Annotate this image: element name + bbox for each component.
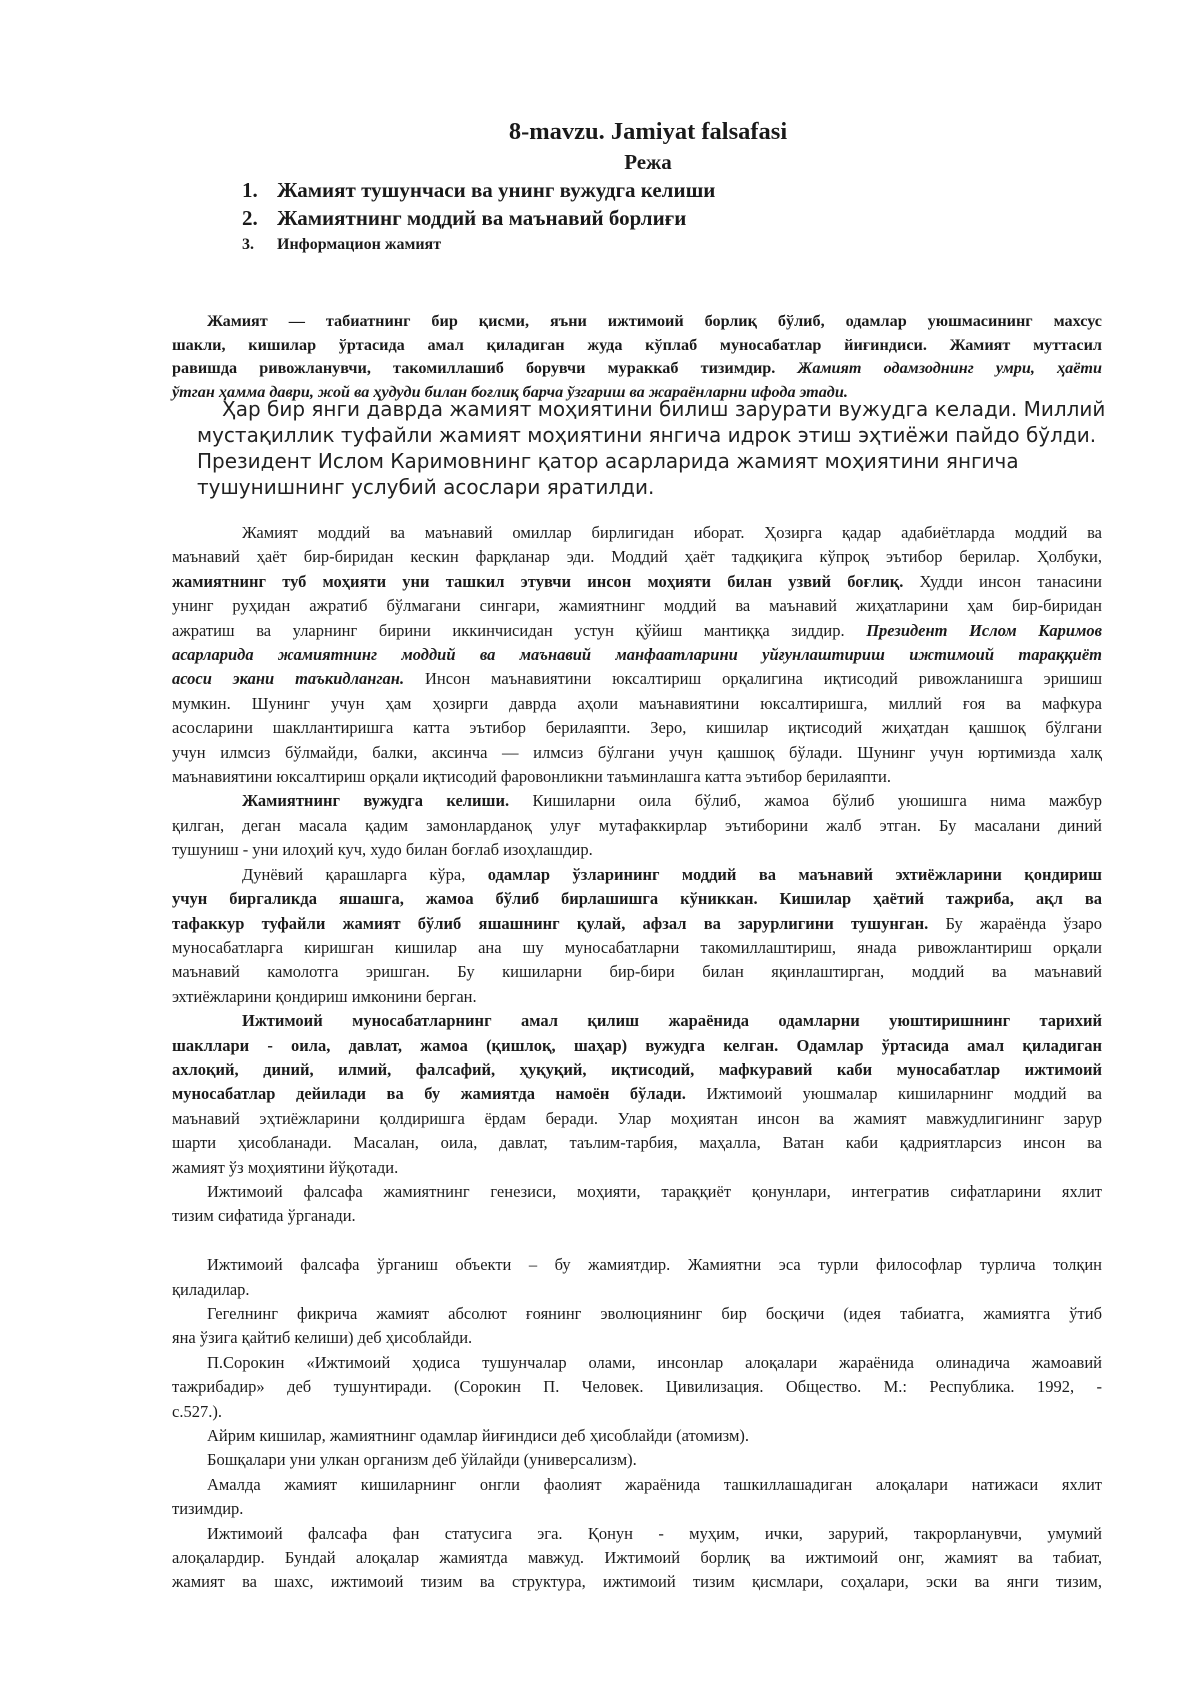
lead-paragraph: Жамият — табиатнинг бир қисми, яъни ижтимоий борлиқ бўлиб, одамлар уюшмасининг махсус шакли, кишилар ўртасида амал қиладиган жуда кўплаб муносабатлар йиғиндиси. Жамият муттасил равишда ривожланувчи, такомиллашиб борувчи мураккаб тизимдир. Жамият одамзоднинг умри, ҳаёти ўтган ҳамма даври, жой ва ҳудуди билан боғлиқ барча ўзгариш ва жараёнларни ифода этади. xyxy=(172,312,1103,401)
plan-item: 3. Информацион жамият xyxy=(242,236,442,253)
plan-item: 2. Жамиятнинг моддий ва маънавий борлиғи xyxy=(242,206,687,230)
highlighted-paragraph: Ҳар бир янги даврда жамият моҳиятини билиш зарурати вужудга келади. Миллий мустақиллик туфайли жамият моҳиятини янгича идрок этиш эҳтиёжи пайдо бўлди. Президент Ислом Каримовнинг қатор асарларида жамият моҳиятини янгича тушунишнинг услубий асослари яратилди. xyxy=(197,397,1106,499)
body-text: Жамият моддий ва маънавий омиллар бирлигидан иборат. Ҳозирга қадар адабиётларда моддий ва маънавий ҳаёт бир-биридан кескин фарқланар эди. Моддий ҳаёт тадқиқига кўпроқ эътибор берилар. Ҳолбуки, жамиятнинг туб моҳияти уни ташкил этувчи инсон моҳияти билан узвий боғлиқ. Худди инсон танасини унинг руҳидан ажратиб бўлмагани сингари, жамиятнинг моддий ва маънавий жиҳатларини ҳам бир-биридан ажратиш ва уларнинг бирини иккинчисидан устун қўйиш мантиққа зиддир. Президент Ислом Каримов асарларида жамиятнинг моддий ва маънавий манфаатларини уйғунлаштириш ижтимоий тараққиёт асоси экани таъкидланган. Инсон маънавиятини юксалтириш орқалигина иқтисодий ривожланишга эришиш мумкин. Шунинг учун ҳам ҳозирги даврда аҳоли маънавиятини юксалтиришга, миллий ғоя ва мафкура асосларини шакллантиришга катта эътибор берилаяпти. Зеро, кишилар иқтисодий жиҳатдан қашшоқ бўлгани учун илмсиз бўлмайди, балки, аксинча — илмсиз бўлгани учун қашшоқ бўлади. Шунинг учун юртимизда халқ маънавиятини юксалтириш орқали иқтисодий фаровонликни таъминлашга катта эътибор берилаяпти. Жамиятнинг вужудга келиши. Кишиларни оила бўлиб, жамоа бўлиб уюшишга нима мажбур қилган, деган масала қадим замонларданоқ улуғ мутафаккирлар эътиборини жалб этган. Бу масалани диний тушуниш - уни илоҳий куч, худо билан боғлаб изоҳлашдир. Дунёвий қарашларга кўра, одамлар ўзларининг моддий ва маънавий эхтиёжларини қондириш учун биргаликда яшашга, жамоа бўлиб бирлашишга кўниккан. Кишилар ҳаётий тажриба, ақл ва тафаккур туфайли жамият бўлиб яшашнинг қулай, афзал ва зарурлигини тушунган. Бу жараёнда ўзаро муносабатларга киришган кишилар ана шу муносабатларни такомиллаштириш, янада ривожлантириш орқали маънавий камолотга эришган. Бу кишиларни бир-бири билан яқинлаштирган, моддий ва маънавий эхтиёжларини қондириш имконини берган. Ижтимоий муносабатларнинг амал қилиш жараёнида одамларни уюштиришнинг тарихий шакллари - оила, давлат, жамоа (қишлоқ, шаҳар) вужудга келган. Одамлар ўртасида амал қиладиган ахлоқий, диний, илмий, фалсафий, ҳуқуқий, иқтисодий, мафкуравий каби муносабатлар ижтимоий муносабатлар дейилади ва бу жамиятда намоён бўлади. Ижтимоий уюшмалар кишиларнинг моддий ва маънавий эҳтиёжларини қолдиришга ёрдам беради. Улар моҳиятан инсон ва жамият мавжудлигининг зарур шарти ҳисобланади. Масалан, оила, давлат, таълим-тарбия, маҳалла, Ватан каби қадриятларсиз инсон ва жамият ўз моҳиятини йўқотади. Ижтимоий фалсафа жамиятнинг генезиси, моҳияти, тараққиёт қонунлари, интегратив сифатларини яхлит тизим сифатида ўрганади. Ижтимоий фалсафа ўрганиш объекти – бу жамиятдир. Жамиятни эса турли философлар турлича толқин қиладилар. Гегелнинг фикрича жамият абсолют ғоянинг эволюциянинг бир босқичи (идея табиатга, жамиятга ўтиб яна ўзига қайтиб келиши) деб ҳисоблайди. П.Сорокин «Ижтимоий ҳодиса тушунчалар олами, инсонлар алоқалари жараёнида олинадича жамоавий тажрибадир» деб тушунтиради. (Сорокин П. Человек. Цивилизация. Общество. М.: Республика. 1992, - с.527.). Айрим кишилар, жамиятнинг одамлар йиғиндиси деб ҳисоблайди (атомизм). Бошқалари уни улкан организм деб ўйлайди (универсализм). Амалда жамият кишиларнинг онгли фаолият жараёнида ташкиллашадиган алоқалари натижаси яхлит тизимдир. Ижтимоий фалсафа фан статусига эга. Қонун - муҳим, ички, зарурий, такрорланувчи, умумий алоқалардир. Бундай алоқалар жамиятда мавжуд. Ижтимоий борлиқ ва ижтимоий онг, жамият ва табиат, жамият ва шахс, ижтимоий тизим ва структура, ижтимоий тизим қисмлари, соҳалари, эски ва янги тизим, xyxy=(172,523,1103,1592)
plan-heading: Режа xyxy=(624,150,672,174)
plan-list xyxy=(242,176,715,258)
page-title: 8-mavzu. Jamiyat falsafasi xyxy=(508,118,788,145)
plan-item: 1. Жамият тушунчаси ва унинг вужудга келиши xyxy=(242,178,716,202)
